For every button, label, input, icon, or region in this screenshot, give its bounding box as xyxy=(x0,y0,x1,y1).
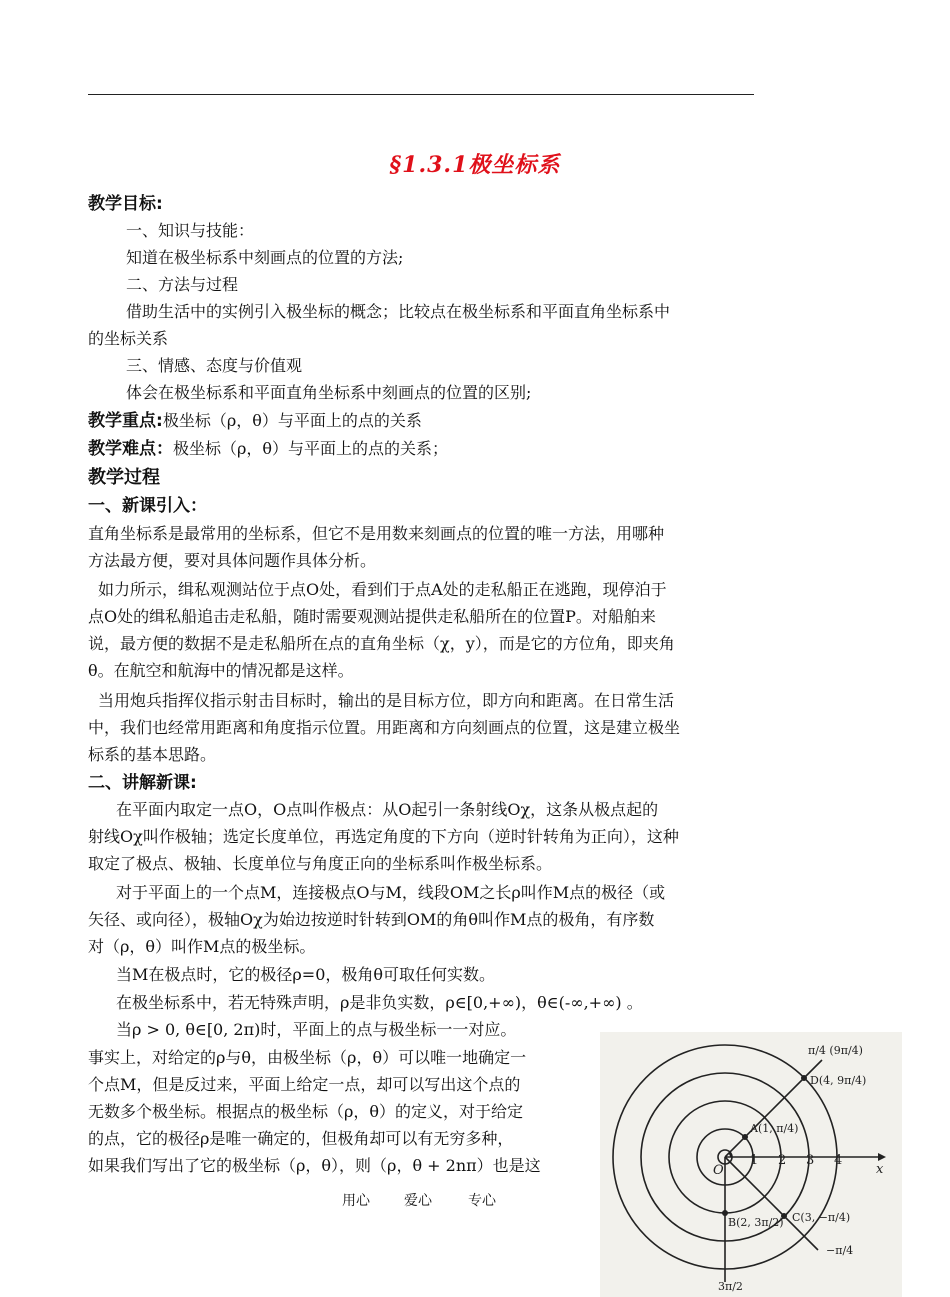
section2-line: 矢径、或向径），极轴Oχ为始边按逆时针转到OM的角θ叫作M点的极角，有序数 xyxy=(88,910,655,929)
key-point xyxy=(88,409,422,433)
section2-line: 如果我们写出了它的极坐标（ρ，θ），则（ρ，θ + 2nπ）也是这 xyxy=(88,1156,541,1175)
process-heading: 教学过程 xyxy=(88,467,160,488)
objective-line: 借助生活中的实例引入极坐标的概念；比较点在极坐标系和平面直角坐标系中 xyxy=(126,302,671,321)
section1-line: θ。在航空和航海中的情况都是这样。 xyxy=(88,661,354,680)
origin-label: O xyxy=(713,1163,724,1178)
section1-line: 中，我们也经常用距离和角度指示位置。用距离和方向刻画点的位置，这是建立极坐 xyxy=(88,718,681,737)
section1-line: 说，最方便的数据不是走私船所在点的直角坐标（χ，y），而是它的方位角，即夹角 xyxy=(88,634,675,653)
section2-line: 对于平面上的一个点M，连接极点O与M，线段OM之长ρ叫作M点的极径（或 xyxy=(116,883,666,902)
difficult-point-text: 极坐标（ρ，θ）与平面上的点的关系； xyxy=(173,439,449,458)
section2-line: 的点，它的极径ρ是唯一确定的，但极角却可以有无穷多种， xyxy=(88,1129,514,1148)
section1-line: 标系的基本思路。 xyxy=(88,745,217,764)
objective-line: 一、知识与技能： xyxy=(126,221,255,240)
key-point-label: 教学重点: xyxy=(88,411,163,431)
axis-arrow-icon xyxy=(878,1153,886,1161)
polar-diagram xyxy=(600,1032,902,1297)
section1-line: 点O处的缉私船追击走私船，随时需要观测站提供走私船所在的位置P。对船舶来 xyxy=(88,607,656,626)
objective-line: 三、情感、态度与价值观 xyxy=(126,356,303,375)
key-point-text: 极坐标（ρ，θ）与平面上的点的关系 xyxy=(162,411,422,430)
label-ray-neg: −π/4 xyxy=(826,1244,854,1257)
footer-text-2: 爱心 xyxy=(404,1193,432,1209)
objective-line: 体会在极坐标系和平面直角坐标系中刻画点的位置的区别; xyxy=(126,383,532,402)
polar-figure xyxy=(600,1032,902,1297)
objective-line: 的坐标关系 xyxy=(88,329,169,348)
section2-line: 事实上，对给定的ρ与θ，由极坐标（ρ，θ）可以唯一地确定一 xyxy=(88,1048,527,1067)
section1-line: 直角坐标系是最常用的坐标系，但它不是用数来刻画点的位置的唯一方法，用哪种 xyxy=(88,524,665,543)
axis-tick-4: 4 xyxy=(834,1153,843,1168)
section2-line: 个点M，但是反过来，平面上给定一点，却可以写出这个点的 xyxy=(88,1075,521,1094)
ray-neg-pi-4 xyxy=(725,1157,818,1250)
axis-tick-3: 3 xyxy=(806,1153,815,1168)
section1-line: 方法最方便，要对具体问题作具体分析。 xyxy=(88,551,377,570)
label-b: B(2, 3π/2) xyxy=(728,1216,784,1229)
footer-text-3: 专心 xyxy=(468,1193,496,1209)
section2-heading: 二、讲解新课: xyxy=(88,773,197,793)
label-ray-top: π/4 (9π/4) xyxy=(808,1044,863,1057)
label-ray-down: 3π/2 xyxy=(718,1280,743,1293)
section2-line: 在平面内取定一点O，O点叫作极点：从O起引一条射线Oχ，这条从极点起的 xyxy=(116,800,659,819)
label-c: C(3, −π/4) xyxy=(792,1211,851,1224)
section2-line: 取定了极点、极轴、长度单位与角度正向的坐标系叫作极坐标系。 xyxy=(88,854,553,873)
axis-tick-2: 2 xyxy=(778,1153,787,1168)
difficult-point xyxy=(88,437,448,461)
section1-line: 当用炮兵指挥仪指示射击目标时，输出的是目标方位，即方向和距离。在日常生活 xyxy=(98,691,675,710)
section2-line: 当ρ > 0, θ∈[0, 2π)时，平面上的点与极坐标一一对应。 xyxy=(116,1020,517,1039)
axis-label: x xyxy=(876,1162,884,1177)
section1-heading: 一、新课引入： xyxy=(88,496,207,516)
header-rule xyxy=(88,94,754,95)
section2-line: 对（ρ，θ）叫作M点的极坐标。 xyxy=(88,937,316,956)
label-a: A(1, π/4) xyxy=(750,1122,799,1135)
page-title: §1.3.1极坐标系 xyxy=(389,152,561,178)
axis-tick-1: 1 xyxy=(750,1153,759,1168)
point-a xyxy=(742,1134,748,1140)
footer-text-1: 用心 xyxy=(342,1193,370,1209)
section2-line: 射线Oχ叫作极轴；选定长度单位，再选定角度的下方向（逆时针转角为正向），这种 xyxy=(88,827,679,846)
objectives-heading: 教学目标: xyxy=(88,194,163,214)
difficult-point-label: 教学难点： xyxy=(88,439,173,459)
label-d: D(4, 9π/4) xyxy=(810,1074,867,1087)
objective-line: 二、方法与过程 xyxy=(126,275,239,294)
section2-line: 在极坐标系中，若无特殊声明，ρ是非负实数，ρ∈[0,+∞)，θ∈(-∞,+∞) 。 xyxy=(116,993,643,1012)
section2-line: 当M在极点时，它的极径ρ=0，极角θ可取任何实数。 xyxy=(116,965,496,984)
section2-line: 无数多个极坐标。根据点的极坐标（ρ，θ）的定义，对于给定 xyxy=(88,1102,524,1121)
objective-line: 知道在极坐标系中刻画点的位置的方法; xyxy=(126,248,404,267)
section1-line: 如力所示，缉私观测站位于点O处，看到们于点A处的走私船正在逃跑，现停泊于 xyxy=(98,580,667,599)
point-d xyxy=(801,1075,807,1081)
